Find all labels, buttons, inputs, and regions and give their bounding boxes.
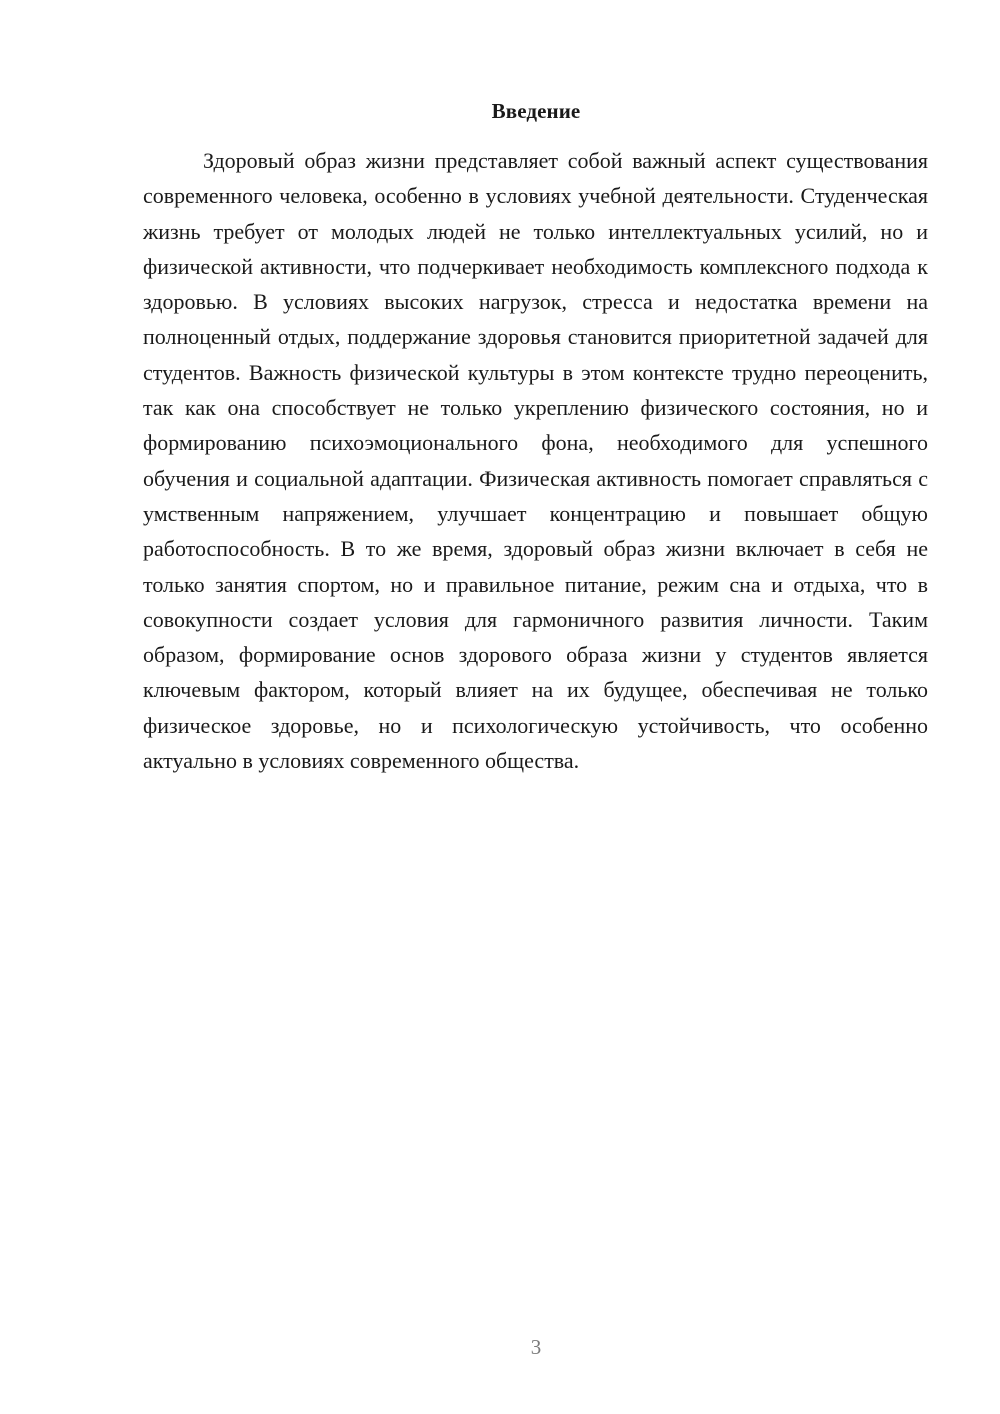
- introduction-paragraph: Здоровый образ жизни представляет собой важный аспект существования современного человека, особенно в условиях учебной деятельности. Студенческая жизнь требует от молодых людей не только интеллектуальных усилий, но и физической активности, что подчеркивает необходимость комплексного подхода к здоровью. В условиях высоких нагрузок, стресса и недостатка времени на полноценный отдых, поддержание здоровья становится приоритетной задачей для студентов. Важность физической культуры в этом контексте трудно переоценить, так как она способствует не только укреплению физического состояния, но и формированию психоэмоционального фона, необходимого для успешного обучения и социальной адаптации. Физическая активность помогает справляться с умственным напряжением, улучшает концентрацию и повышает общую работоспособность. В то же время, здоровый образ жизни включает в себя не только занятия спортом, но и правильное питание, режим сна и отдыха, что в совокупности создает условия для гармоничного развития личности. Таким образом, формирование основ здорового образа жизни у студентов является ключевым фактором, который влияет на их будущее, обеспечивая не только физическое здоровье, но и психологическую устойчивость, что особенно актуально в условиях современного общества.: [143, 148, 928, 774]
- page-number: 3: [530, 1335, 542, 1359]
- section-heading: Введение: [491, 99, 581, 123]
